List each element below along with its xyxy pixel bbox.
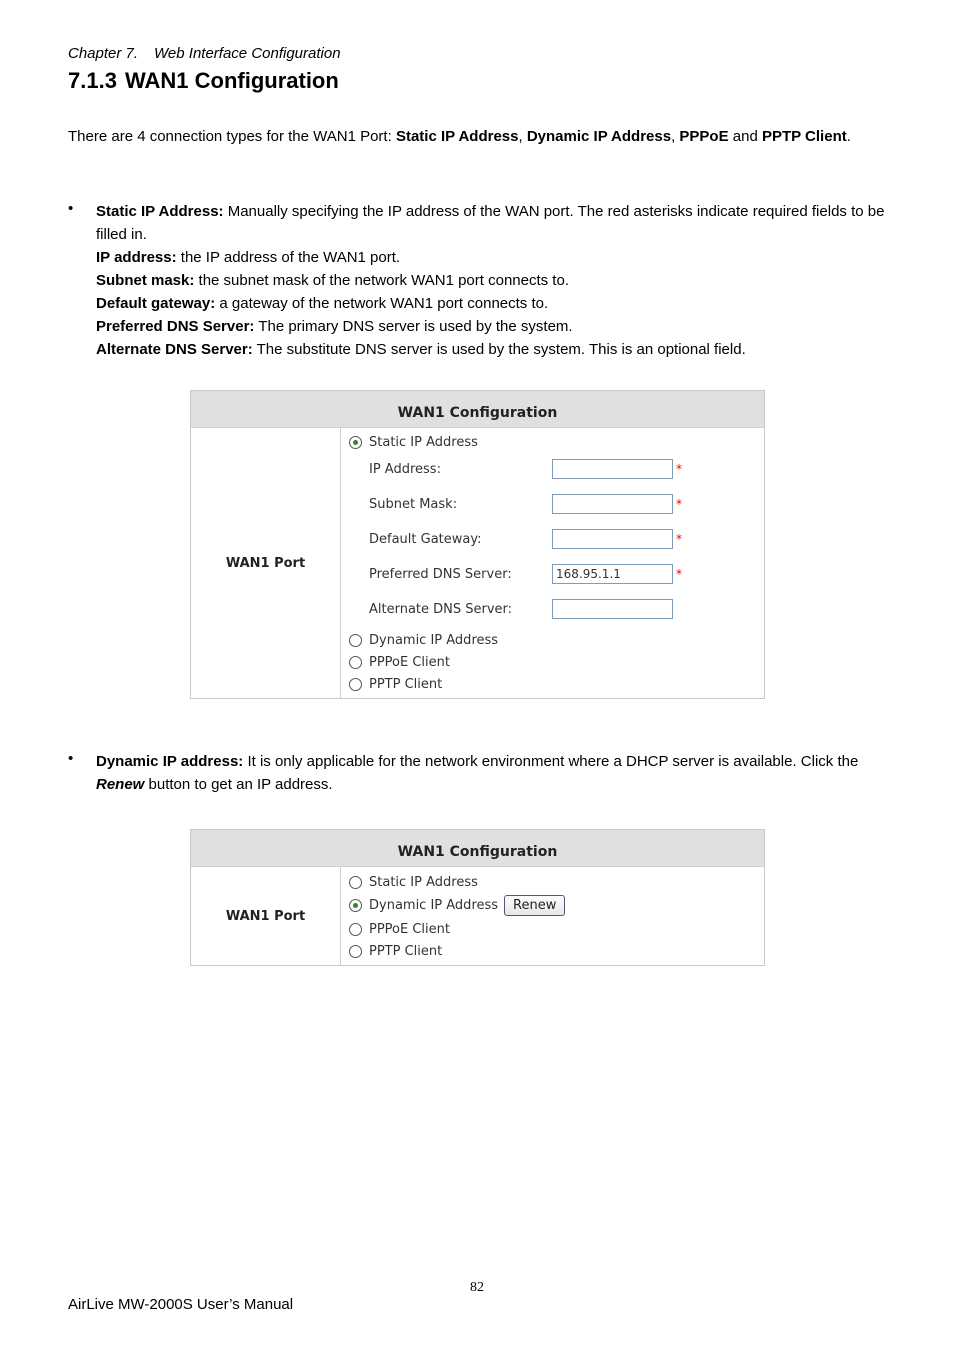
required-asterisk: * [676, 532, 682, 546]
radio-unselected-icon[interactable] [349, 678, 362, 691]
field-def-gateway: Default gateway: a gateway of the network WAN1 port connects to. [96, 295, 549, 312]
manual-title: AirLive MW-2000S User’s Manual [68, 1296, 294, 1313]
radio-pptp[interactable]: PPTP Client [349, 944, 442, 959]
required-asterisk: * [676, 567, 682, 581]
chapter-header [68, 45, 341, 62]
field-def-preferred-dns: Preferred DNS Server: The primary DNS server is used by the system. [96, 318, 573, 335]
section-heading [68, 68, 339, 94]
radio-static-ip[interactable]: Static IP Address [349, 435, 478, 450]
section-number: 7.1.3 [68, 68, 117, 93]
static-ip-term: Static IP Address: [96, 203, 224, 220]
default-gateway-label: Default Gateway: [369, 532, 482, 547]
radio-unselected-icon[interactable] [349, 945, 362, 958]
radio-unselected-icon[interactable] [349, 634, 362, 647]
field-def-alternate-dns: Alternate DNS Server: The substitute DNS server is used by the system. This is an optional field. [96, 341, 746, 358]
radio-unselected-icon[interactable] [349, 876, 362, 889]
preferred-dns-input[interactable] [552, 564, 673, 584]
alternate-dns-input[interactable] [552, 599, 673, 619]
required-asterisk: * [676, 462, 682, 476]
alternate-dns-label: Alternate DNS Server: [369, 602, 513, 617]
radio-dynamic-ip[interactable]: Dynamic IP Address Renew [349, 895, 565, 916]
field-def-ip: IP address: the IP address of the WAN1 port. [96, 249, 401, 266]
section-title: WAN1 Configuration [124, 68, 339, 93]
field-def-subnet: Subnet mask: the subnet mask of the network WAN1 port connects to. [96, 272, 569, 289]
radio-selected-icon[interactable] [349, 899, 362, 912]
renew-term: Renew [96, 776, 145, 793]
radio-unselected-icon[interactable] [349, 923, 362, 936]
wan1-port-label: WAN1 Port [191, 867, 341, 965]
radio-selected-icon[interactable] [349, 436, 362, 449]
renew-button[interactable]: Renew [504, 895, 565, 916]
chapter-number: Chapter 7. [68, 45, 139, 62]
radio-pppoe[interactable]: PPPoE Client [349, 922, 450, 937]
wan1-config-panel-static [190, 390, 765, 699]
default-gateway-input[interactable] [552, 529, 673, 549]
radio-dynamic-ip[interactable]: Dynamic IP Address [349, 633, 498, 648]
ip-address-label: IP Address: [369, 462, 441, 477]
static-ip-description: Static IP Address: Manually specifying the IP address of the WAN port. The red asterisks indicate required fields to be filled in. IP address: the IP address of the WAN1 port. Subnet mask: the subnet mask of the network WAN1 port connects to. Default gateway: a gateway of the network WAN1 port connects to. Preferred DNS Server: The primary DNS server is used by the system. Alternate DNS Server: The substitute DNS server is used by the system. This is an optional field. [96, 200, 896, 361]
dynamic-ip-term: Dynamic IP address: [96, 753, 244, 770]
ip-address-input[interactable] [552, 459, 673, 479]
subnet-mask-input[interactable] [552, 494, 673, 514]
radio-static-ip[interactable]: Static IP Address [349, 875, 478, 890]
chapter-title: Web Interface Configuration [154, 45, 341, 62]
page-number: 82 [470, 1280, 484, 1295]
radio-pptp[interactable]: PPTP Client [349, 677, 442, 692]
preferred-dns-label: Preferred DNS Server: [369, 567, 512, 582]
panel-title: WAN1 Configuration [191, 830, 764, 867]
dynamic-ip-description: Dynamic IP address: It is only applicable for the network environment where a DHCP server is available. Click the Renew button to get an IP address. [96, 753, 859, 793]
radio-pppoe[interactable]: PPPoE Client [349, 655, 450, 670]
bullet-marker: • [68, 750, 74, 767]
intro-paragraph: There are 4 connection types for the WAN1 Port: Static IP Address, Dynamic IP Address, PPPoE and PPTP Client. [68, 128, 851, 145]
bullet-marker: • [68, 200, 74, 217]
wan1-config-panel-dynamic [190, 829, 765, 966]
panel-title: WAN1 Configuration [191, 391, 764, 428]
required-asterisk: * [676, 497, 682, 511]
wan1-port-label: WAN1 Port [191, 428, 341, 698]
radio-unselected-icon[interactable] [349, 656, 362, 669]
subnet-mask-label: Subnet Mask: [369, 497, 458, 512]
